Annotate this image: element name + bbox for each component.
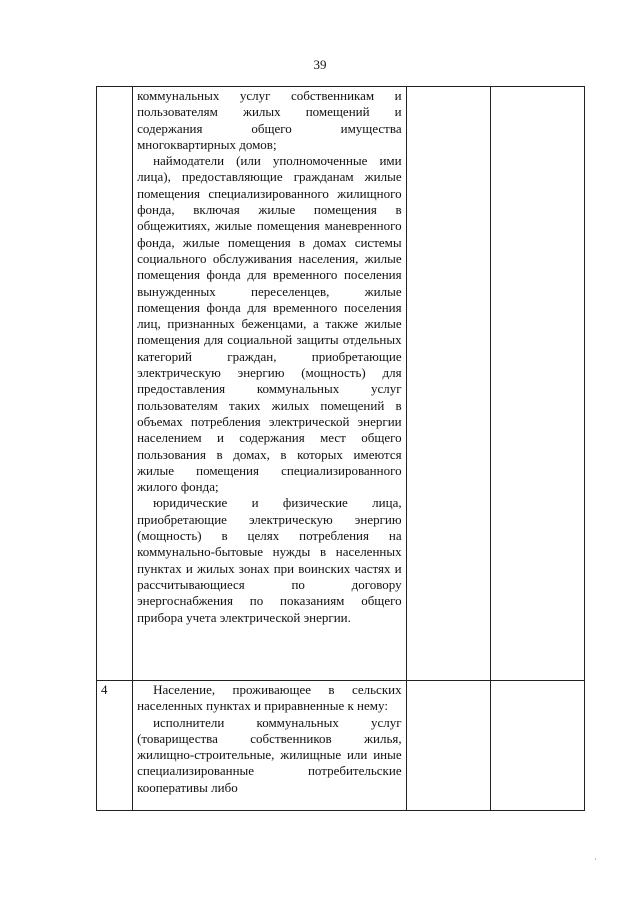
empty-cell — [490, 681, 584, 811]
paragraph: Население, проживающее в сельских населенных пунктах и приравненные к нему: — [137, 682, 402, 714]
scan-mark: · — [594, 855, 597, 864]
row-description-cell — [133, 681, 407, 811]
page-number: 39 — [313, 57, 327, 72]
table-row — [97, 87, 585, 681]
paragraph: исполнители коммунальных услуг (товарищества собственников жилья, жилищно-строительные, жилищные или иные специализированные потребительские кооперативы либо — [137, 714, 402, 795]
table-row — [97, 681, 585, 811]
tariff-table — [96, 86, 585, 811]
row-number-cell — [97, 87, 133, 681]
empty-cell — [406, 87, 490, 681]
paragraph: наймодатели (или уполномоченные ими лица), предоставляющие гражданам жилые помещения специализированного жилищного фонда, включая жилые помещения в общежитиях, жилые помещения маневренного фонда, жилые помещения в домах системы социального обслуживания населения, жилые помещения фонда для временного поселения вынужденных переселенцев, жилые помещения фонда для временного поселения лиц, признанных беженцами, а также жилые помещения для социальной защиты отдельных категорий граждан, приобретающие электрическую энергию (мощность) для предоставления коммунальных услуг пользователям таких жилых помещений в объемах потребления электрической энергии населением и содержания мест общего пользования в домах, в которых имеются жилые помещения специализированного жилого фонда; — [137, 153, 402, 495]
paragraph: юридические и физические лица, приобретающие электрическую энергию (мощность) в целях потребления на коммунально-бытовые нужды в населенных пунктах и жилых зонах при воинских частях и рассчитывающиеся по договору энергоснабжения по показаниям общего прибора учета электрической энергии. — [137, 495, 402, 625]
row-number-cell: 4 — [97, 681, 133, 811]
empty-cell — [490, 87, 584, 681]
empty-cell — [406, 681, 490, 811]
row-description-cell — [133, 87, 407, 681]
paragraph: коммунальных услуг собственникам и пользователям жилых помещений и содержания общего имущества многоквартирных домов; — [137, 88, 402, 152]
